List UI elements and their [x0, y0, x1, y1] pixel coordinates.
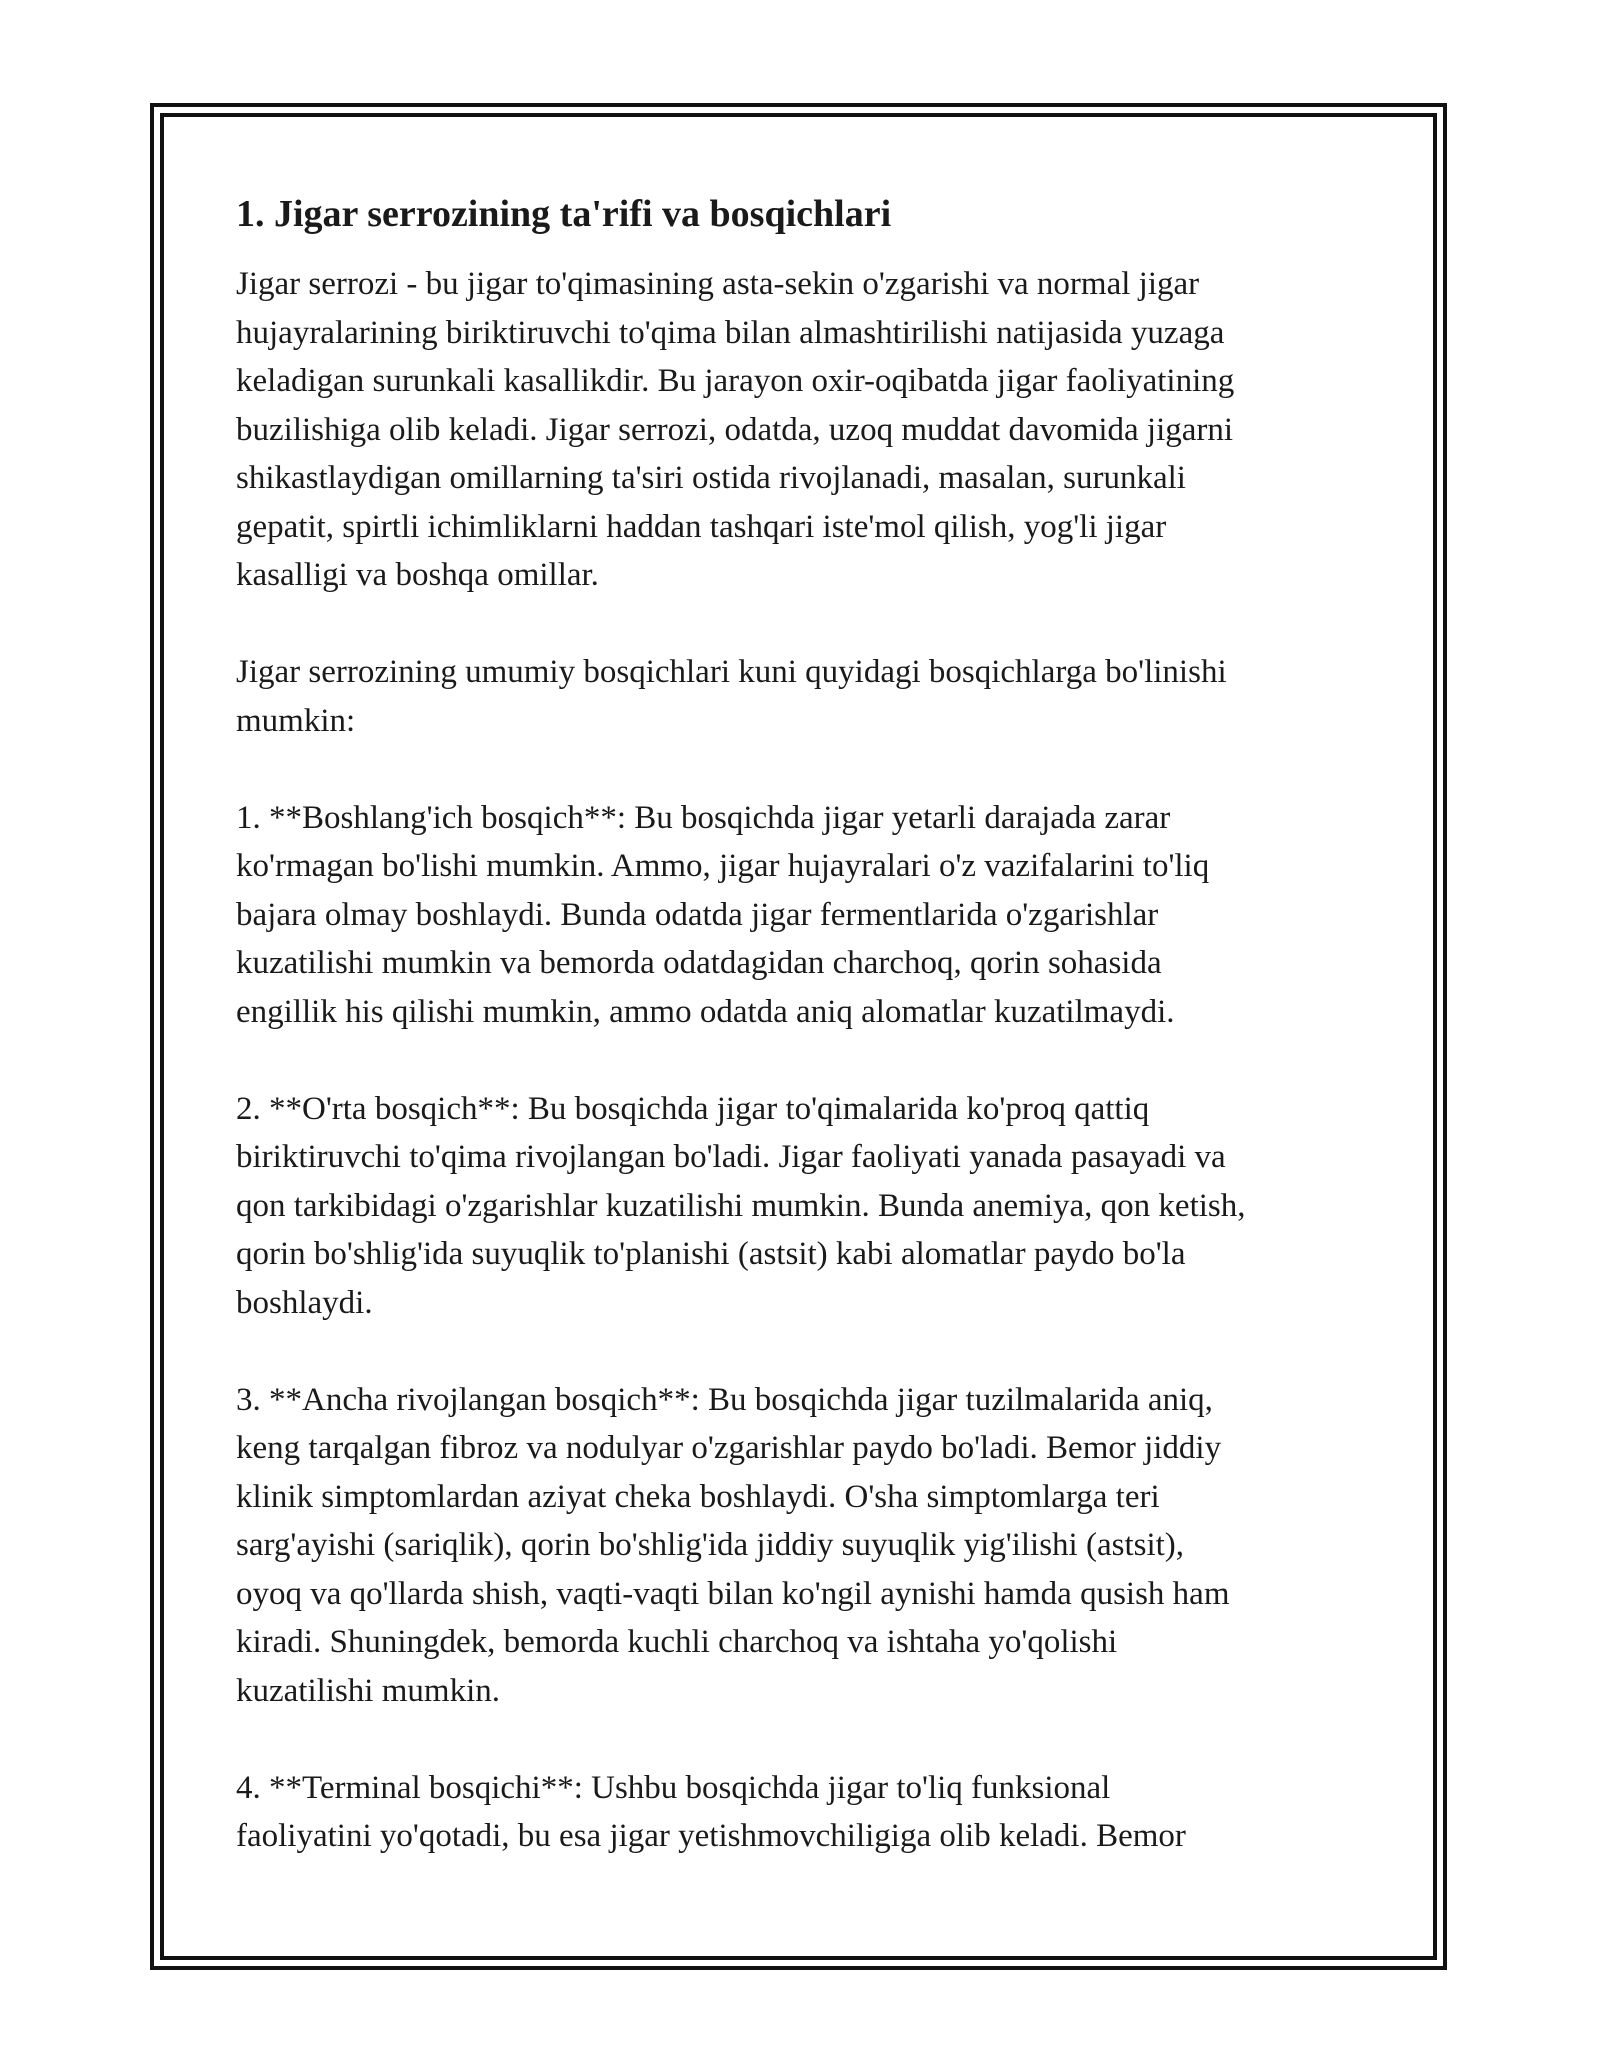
paragraph-definition: Jigar serrozi - bu jigar to'qimasining asta-sekin o'zgarishi va normal jigar hujayralarining biriktiruvchi to'qima bilan almashtirilishi natijasida yuzaga keladigan surunkali kasallikdir. Bu jarayon oxir-oqibatda jigar faoliyatining buzilishiga olib keladi. Jigar serrozi, odatda, uzoq muddat davomida jigarni shikastlaydigan omillarning ta'siri ostida rivojlanadi, masalan, surunkali gepatit, spirtli ichimliklarni haddan tashqari iste'mol qilish, yog'li jigar kasalligi va boshqa omillar. [236, 266, 1235, 593]
document-body [236, 188, 1366, 1861]
paragraph-stage-2: 2. **O'rta bosqich**: Bu bosqichda jigar to'qimalarida ko'proq qattiq biriktiruvchi to'qima rivojlangan bo'ladi. Jigar faoliyati yanada pasayadi va qon tarkibidagi o'zgarishlar kuzatilishi mumkin. Bunda anemiya, qon ketish, qorin bo'shlig'ida suyuqlik to'planishi (astsit) kabi alomatlar paydo bo'la boshlaydi. [236, 1090, 1246, 1321]
paragraph-stages-intro: Jigar serrozining umumiy bosqichlari kuni quyidagi bosqichlarga bo'linishi mumkin: [236, 654, 1227, 739]
paragraph-stage-4: 4. **Terminal bosqichi**: Ushbu bosqichda jigar to'liq funksional faoliyatini yo'qotadi, bu esa jigar yetishmovchiligiga olib keladi. Bemor [236, 1769, 1186, 1854]
paragraph-stage-1: 1. **Boshlang'ich bosqich**: Bu bosqichda jigar yetarli darajada zarar ko'rmagan bo'lishi mumkin. Ammo, jigar hujayralari o'z vazifalarini to'liq bajara olmay boshlaydi. Bunda odatda jigar fermentlarida o'zgarishlar kuzatilishi mumkin va bemorda odatdagidan charchoq, qorin sohasida engillik his qilishi mumkin, ammo odatda aniq alomatlar kuzatilmaydi. [236, 799, 1210, 1030]
paragraph-stage-3: 3. **Ancha rivojlangan bosqich**: Bu bosqichda jigar tuzilmalarida aniq, keng tarqalgan fibroz va nodulyar o'zgarishlar paydo bo'ladi. Bemor jiddiy klinik simptomlardan aziyat cheka boshlaydi. O'sha simptomlarga teri sarg'ayishi (sariqlik), qorin bo'shlig'ida jiddiy suyuqlik yig'ilishi (astsit), oyoq va qo'llarda shish, vaqti-vaqti bilan ko'ngil aynishi hamda qusish ham kiradi. Shuningdek, bemorda kuchli charchoq va ishtaha yo'qolishi kuzatilishi mumkin. [236, 1381, 1230, 1709]
section-heading: 1. Jigar serrozining ta'rifi va bosqichlari [236, 193, 892, 235]
